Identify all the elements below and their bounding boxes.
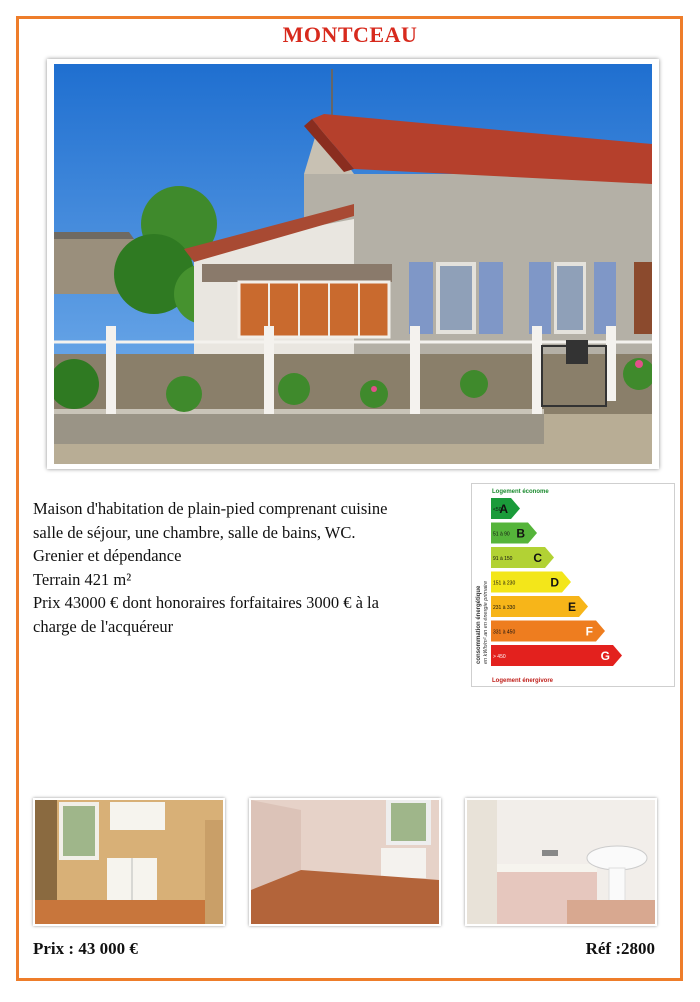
- dpe-class-letter: B: [516, 526, 525, 541]
- dpe-class-letter: G: [600, 649, 610, 663]
- dpe-class-range: <50: [493, 507, 502, 513]
- dpe-class-range: 151 à 230: [493, 580, 516, 587]
- dpe-class-range: > 450: [493, 654, 506, 660]
- dpe-class-letter: E: [567, 600, 576, 614]
- reference-label: Réf :2800: [585, 939, 655, 958]
- description-line: charge de l'acquéreur: [33, 616, 174, 636]
- price-label: Prix : 43 000 €: [33, 939, 138, 958]
- description-line: Terrain 421 m²: [33, 569, 132, 589]
- dpe-class-range: 231 à 330: [493, 605, 516, 611]
- description-line: Maison d'habitation de plain-pied comprenant cuisine: [33, 499, 388, 518]
- kitchen-photo: [33, 798, 225, 926]
- dpe-class-letter: D: [550, 575, 559, 590]
- dpe-class-range: 91 à 150: [493, 556, 513, 562]
- dpe-axis-label-2: en kWh/m².an en énergie primaire: [483, 580, 489, 664]
- description-line: Prix 43000 € dont honoraires forfaitaires 3000 € à la: [33, 593, 379, 612]
- dpe-bottom-label: Logement énergivore: [492, 678, 554, 684]
- dpe-class-range: 51 à 90: [493, 531, 510, 538]
- dpe-class-letter: C: [533, 551, 542, 565]
- listing-title: MONTCEAU: [282, 22, 418, 47]
- dpe-class-range: 331 à 450: [493, 629, 516, 636]
- listing-description: [33, 497, 463, 638]
- main-house-photo: [47, 59, 659, 469]
- dpe-class-letter: F: [585, 624, 593, 639]
- dpe-axis-label-1: consommation énergétique: [476, 585, 482, 664]
- dpe-class-letter: A: [499, 502, 508, 516]
- energy-performance-label: [471, 483, 675, 687]
- bathroom-photo: [465, 798, 657, 926]
- description-line: salle de séjour, une chambre, salle de bains, WC.: [33, 522, 356, 542]
- description-line: Grenier et dépendance: [33, 546, 182, 565]
- dpe-top-label: Logement économe: [492, 489, 549, 495]
- room-photo: [249, 798, 441, 926]
